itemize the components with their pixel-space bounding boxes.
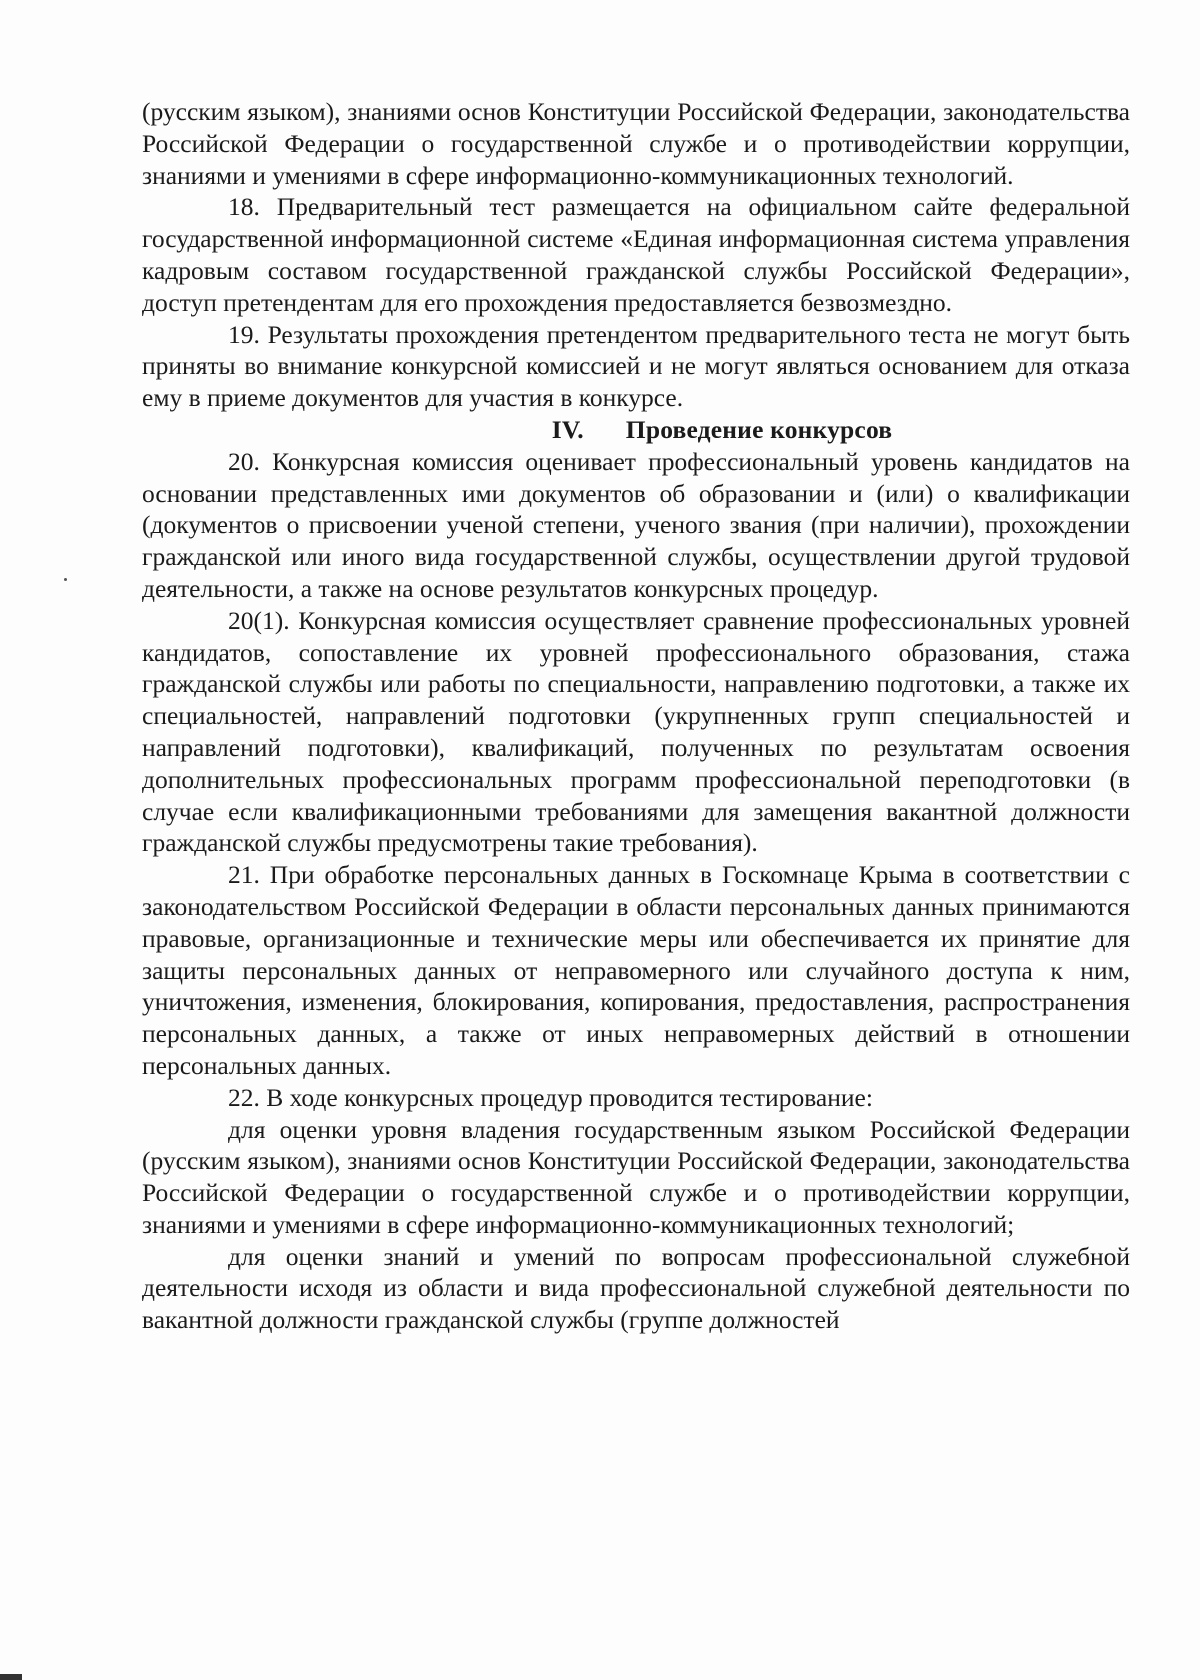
paragraph-22: 22. В ходе конкурсных процедур проводится тестирование: [228,1082,873,1112]
paragraph-20-1: 20(1). Конкурсная комиссия осуществляет сравнение профессиональных уровней кандидатов, сопоставление их уровней профессионального образования, стажа гражданской службы или работы по специальности, направлению подготовки, а также их специальностей, направлений подготовки (укрупненных групп специальностей и направлений подготовки), квалификаций, полученных по результатам освоения дополнительных профессиональных программ профессиональной переподготовки (в случае если квалификационными требованиями для замещения вакантной должности гражданской службы предусмотрены такие требования). [142,605,1130,858]
paragraph-18: 18. Предварительный тест размещается на официальном сайте федеральной государственной информационной системе «Единая информационная система управления кадровым составом государственной гражданской службы Российской Федерации», доступ претендентам для его прохождения предоставляется безвозмездно. [142,192,1130,317]
paragraph-21: 21. При обработке персональных данных в Госкомнаце Крыма в соответствии с законодательством Российской Федерации в области персональных данных принимаются правовые, организационные и технические меры или обеспечивается их принятие для защиты персональных данных от неправомерного или случайного доступа к ним, уничтожения, изменения, блокирования, копирования, предоставления, распространения персональных данных, а также от иных неправомерных действий в отношении персональных данных. [142,860,1130,1080]
section-heading [142,414,1130,446]
paragraph-20: 20. Конкурсная комиссия оценивает профессиональный уровень кандидатов на основании представленных ими документов об образовании и (или) о квалификации (документов о присвоении ученой степени, ученого звания (при наличии), прохождении гражданской или иного вида государственной службы, осуществлении другой трудовой деятельности, а также на основе результатов конкурсных процедур. [142,446,1130,603]
scan-edge-mark [0,1674,22,1680]
paragraph-22-item-a: для оценки уровня владения государственным языком Российской Федерации (русским языком), знаниями основ Конституции Российской Федерации, законодательства Российской Федерации о государственной службе и о противодействии коррупции, знаниями и умениями в сфере информационно-коммуникационных технологий; [142,1114,1130,1239]
section-title: Проведение конкурсов [625,414,893,444]
paragraph-19: 19. Результаты прохождения претендентом предварительного теста не могут быть приняты во внимание конкурсной комиссией и не могут являться основанием для отказа ему в приеме документов для участия в конкурсе. [142,319,1130,413]
scan-speck [64,578,67,581]
paragraph-22-item-b: для оценки знаний и умений по вопросам профессиональной служебной деятельности исходя из области и вида профессиональной служебной деятельности по вакантной должности гражданской службы (группе должностей [142,1241,1130,1335]
section-number: IV. [551,414,584,444]
paragraph-continuation: (русским языком), знаниями основ Конституции Российской Федерации, законодательства Российской Федерации о государственной службе и о противодействии коррупции, знаниями и умениями в сфере информационно-коммуникационных технологий. [142,97,1130,190]
document-body [142,96,1130,1336]
